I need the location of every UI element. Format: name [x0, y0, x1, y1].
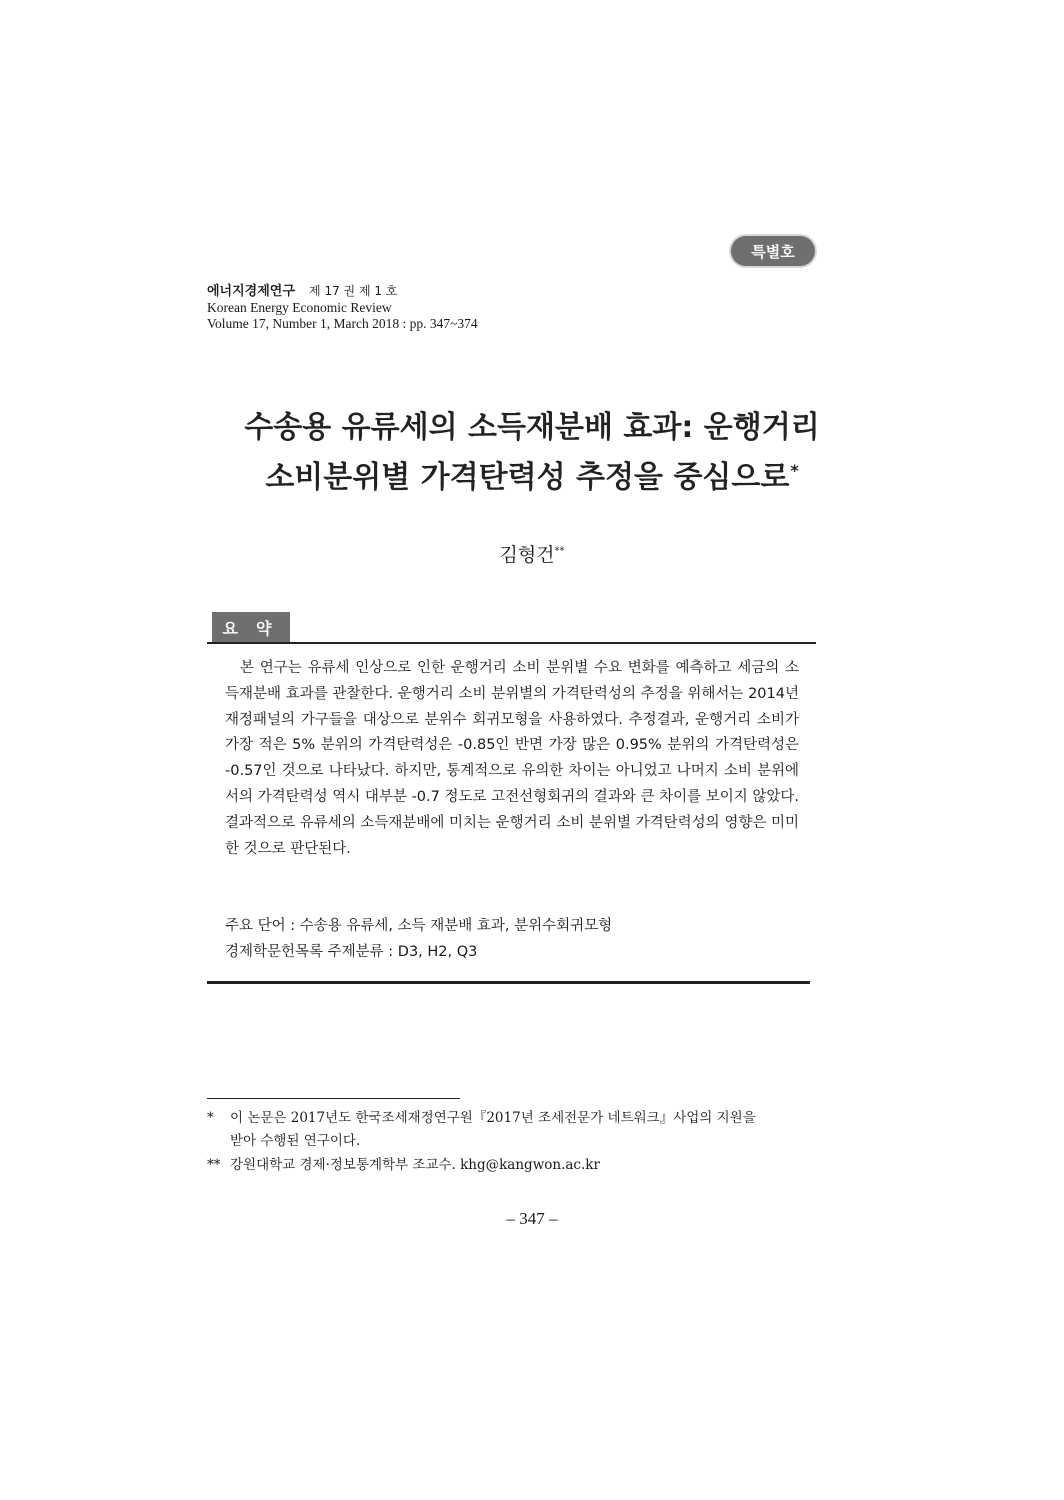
journal-name-ko: 에너지경제연구: [207, 284, 295, 299]
abstract-heading: 요약: [212, 612, 290, 643]
footnote-rule: [207, 1098, 460, 1099]
journal-volume-ko: 제 17 권 제 1 호: [309, 284, 398, 298]
footnote-1: [207, 1107, 812, 1153]
footnote-1-mark: *: [207, 1110, 214, 1126]
abstract-body: 본 연구는 유류세 인상으로 인한 운행거리 소비 분위별 수요 변화를 예측하고 세금의 소득재분배 효과를 관찰한다. 운행거리 소비 분위별의 가격탄력성의 추정을 위해서는 2014년 재정패널의 가구들을 대상으로 분위수 회귀모형을 사용하였다. 추정결과, 운행거리 소비가 가장 적은 5% 분위의 가격탄력성은 -0.85인 반면 가장 많은 0.95% 분위의 가격탄력성은 -0.57인 것으로 나타났다. 하지만, 통계적으로 유의한 차이는 아니었고 나머지 소비 분위에서의 가격탄력성 역시 대부분 -0.7 정도로 고전선형회귀의 결과와 큰 차이를 보이지 않았다. 결과적으로 유류세의 소득재분배에 미치는 운행거리 소비 분위별 가격탄력성의 영향은 미미한 것으로 판단된다.: [225, 660, 799, 857]
journal-volume-en: Volume 17, Number 1, March 2018 : pp. 347~374: [207, 316, 478, 331]
paper-title-line-2-text: 소비분위별 가격탄력성 추정을 중심으로: [265, 460, 790, 495]
title-footnote-mark: *: [790, 461, 799, 480]
paper-title-line-2: [160, 452, 904, 496]
journal-info: [207, 283, 478, 332]
footnote-1-text: 이 논문은 2017년도 한국조세재정연구원『2017년 조세전문가 네트워크』사업의 지원을: [230, 1110, 756, 1126]
footnote-2-text: 강원대학교 경제·정보통계학부 조교수. khg@kangwon.ac.kr: [230, 1157, 600, 1173]
footnote-1-continuation: 받아 수행된 연구이다.: [230, 1133, 361, 1149]
footnote-2: [207, 1154, 812, 1177]
paper-title-line-1: 수송용 유류세의 소득재분배 효과: 운행거리: [244, 410, 820, 445]
author-footnote-mark: **: [554, 545, 565, 557]
keywords-block: [225, 913, 612, 965]
page-number: – 347 –: [506, 1209, 558, 1228]
keywords: 주요 단어 : 수송용 유류세, 소득 재분배 효과, 분위수회귀모형: [225, 918, 613, 934]
author-name: 김형건: [499, 544, 555, 566]
abstract-bottom-rule: [207, 981, 810, 984]
special-issue-badge: 특별호: [731, 236, 815, 266]
journal-name-en: Korean Energy Economic Review: [207, 300, 392, 315]
footnote-2-mark: **: [207, 1157, 221, 1173]
author: [160, 540, 904, 567]
jel-classification: 경제학문헌목록 주제분류 : D3, H2, Q3: [225, 944, 478, 960]
abstract-top-rule: [207, 642, 816, 644]
